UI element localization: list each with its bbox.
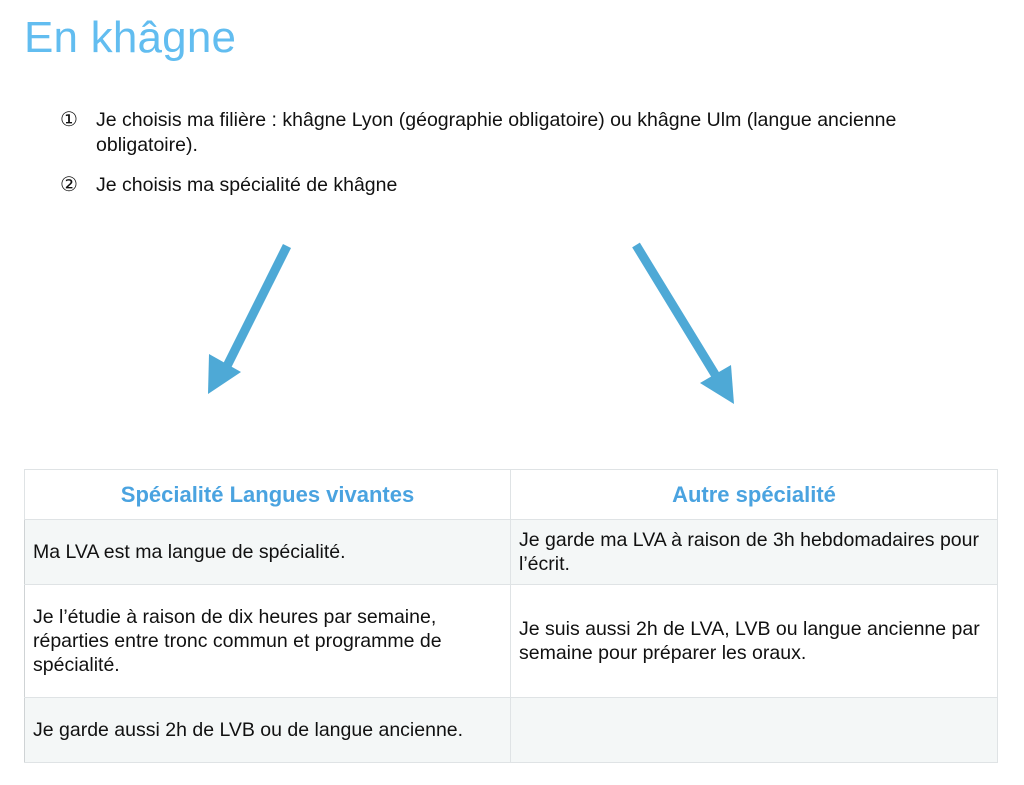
table-cell: Je l’étudie à raison de dix heures par semaine, réparties entre tronc commun et programme de spécialité. xyxy=(25,585,511,698)
table-row xyxy=(25,585,998,698)
page-title: En khâgne xyxy=(24,13,237,62)
header-autre-specialite: Autre spécialité xyxy=(511,470,998,520)
table-cell: Je garde aussi 2h de LVB ou de langue ancienne. xyxy=(25,698,511,763)
speciality-table xyxy=(24,469,998,763)
table-cell: Je suis aussi 2h de LVA, LVB ou langue ancienne par semaine pour préparer les oraux. xyxy=(511,585,998,698)
table-row xyxy=(25,520,998,585)
table-cell: Ma LVA est ma langue de spécialité. xyxy=(25,520,511,585)
step-text-2: Je choisis ma spécialité de khâgne xyxy=(96,174,398,196)
table-row xyxy=(25,698,998,763)
step-text-1: Je choisis ma filière : khâgne Lyon (géographie obligatoire) ou khâgne Ulm (langue ancienne obligatoire). xyxy=(96,109,897,156)
header-langues-vivantes: Spécialité Langues vivantes xyxy=(25,470,511,520)
step-item-1 xyxy=(60,108,940,158)
arrow-down-left-icon xyxy=(208,246,287,394)
step-number-2: ② xyxy=(60,174,78,196)
table-cell-empty xyxy=(511,698,998,763)
arrow-down-right-icon xyxy=(636,245,734,404)
table-header-row xyxy=(25,470,998,520)
step-number-1: ① xyxy=(60,109,78,131)
table-cell: Je garde ma LVA à raison de 3h hebdomadaires pour l’écrit. xyxy=(511,520,998,585)
step-item-2 xyxy=(60,173,940,198)
steps-list xyxy=(60,108,940,213)
